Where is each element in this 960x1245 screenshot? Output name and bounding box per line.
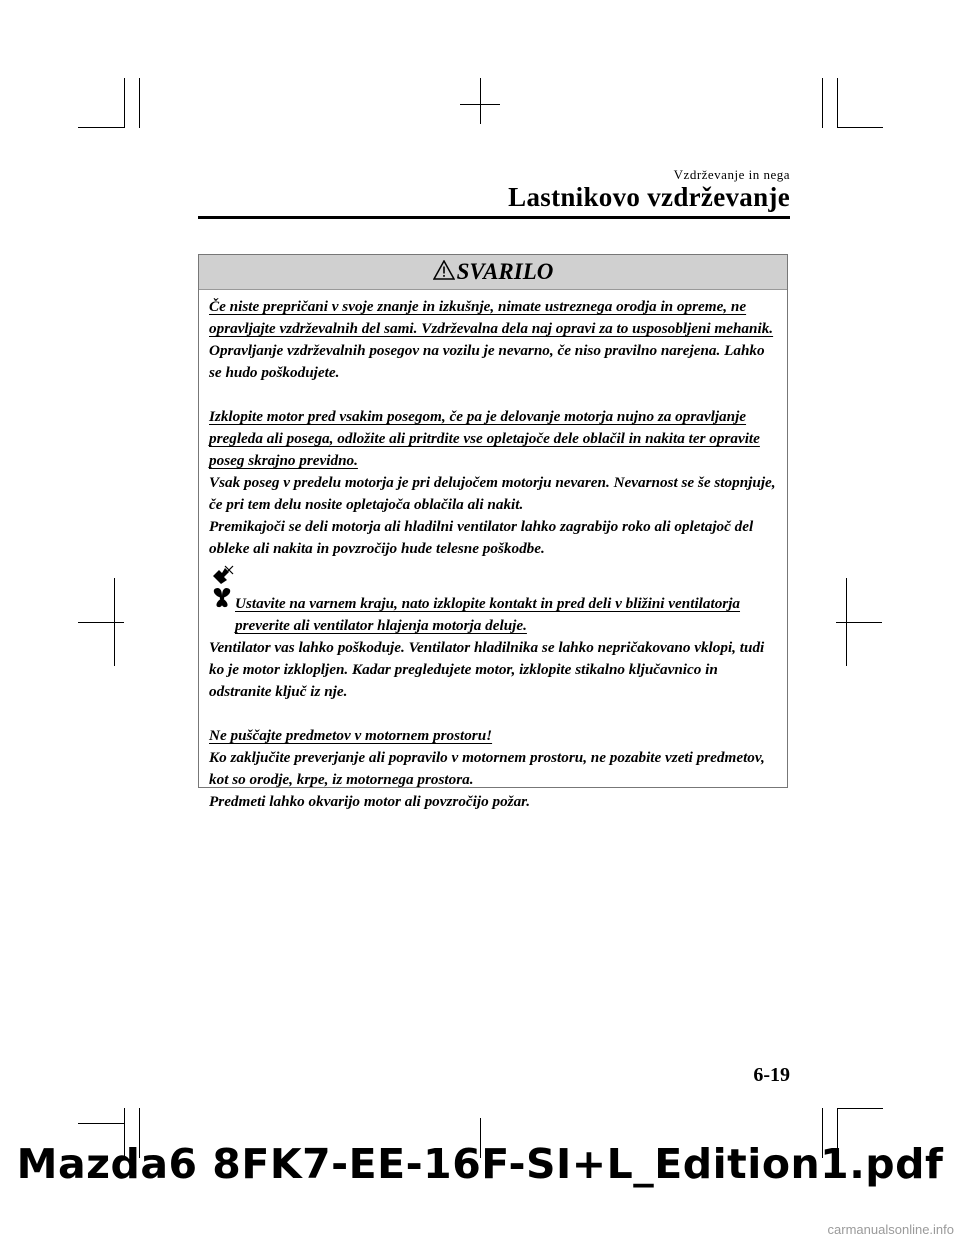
warning-text-4a: Ko zaključite preverjanje ali popravilo v motornem prostoru, ne pozabite vzeti predmetov, kot so orodje, krpe, iz motornega prostora. xyxy=(209,749,765,788)
footer-filename: Mazda6 8FK7-EE-16F-SI+L_Edition1.pdf xyxy=(16,1140,944,1188)
warning-title: SVARILO xyxy=(456,259,554,284)
page-number: 6-19 xyxy=(753,1064,790,1086)
page-title: Lastnikovo vzdrževanje xyxy=(508,182,790,212)
warning-body xyxy=(199,290,787,813)
warning-box xyxy=(198,254,788,810)
warning-underlined-2: Izklopite motor pred vsakim posegom, če pa je delovanje motorja nujno za opravljanje pregleda ali posega, odložite ali pritrdite vse opletajoče dele oblačil in nakita ter opravite poseg skrajno previdno. xyxy=(209,408,760,469)
warning-text-3: Ventilator vas lahko poškoduje. Ventilator hladilnika se lahko nepričakovano vklopi, tudi ko je motor izklopljen. Kadar pregledujete motor, izklopite stikalno ključavnico in odstranite ključ iz nje. xyxy=(209,639,765,700)
warning-text-1: Opravljanje vzdrževalnih posegov na vozilu je nevarno, če niso pravilno narejena. Lahko se hudo poškodujete. xyxy=(209,342,765,381)
section-label: Vzdrževanje in nega xyxy=(673,167,790,182)
warning-text-2b: Premikajoči se deli motorja ali hladilni ventilator lahko zagrabijo roko ali opletajoč del obleke ali nakita in povzročijo hude telesne poškodbe. xyxy=(209,518,754,557)
header-divider xyxy=(198,216,790,219)
warning-underlined-1: Če niste prepričani v svoje znanje in izkušnje, nimate ustreznega orodja in opreme, ne opravljajte vzdrževalnih del sami. Vzdrževalna dela naj opravi za to usposobljeni mehanik. xyxy=(209,298,774,337)
warning-triangle-icon xyxy=(433,260,457,285)
warning-text-4b: Predmeti lahko okvarijo motor ali povzročijo požar. xyxy=(209,793,531,810)
watermark: carmanualsonline.info xyxy=(827,1222,954,1237)
warning-text-2a: Vsak poseg v predelu motorja je pri delujočem motorju nevaren. Nevarnost se še stopnjuje, če pri tem delu nosite opletajoča oblačila ali nakit. xyxy=(209,474,776,513)
warning-underlined-4: Ne puščajte predmetov v motornem prostoru! xyxy=(209,727,493,744)
warning-underlined-3: Ustavite na varnem kraju, nato izklopite kontakt in pred deli v bližini ventilatorja preverite ali ventilator hlajenja motorja deluje. xyxy=(235,595,741,634)
warning-header xyxy=(199,255,787,290)
